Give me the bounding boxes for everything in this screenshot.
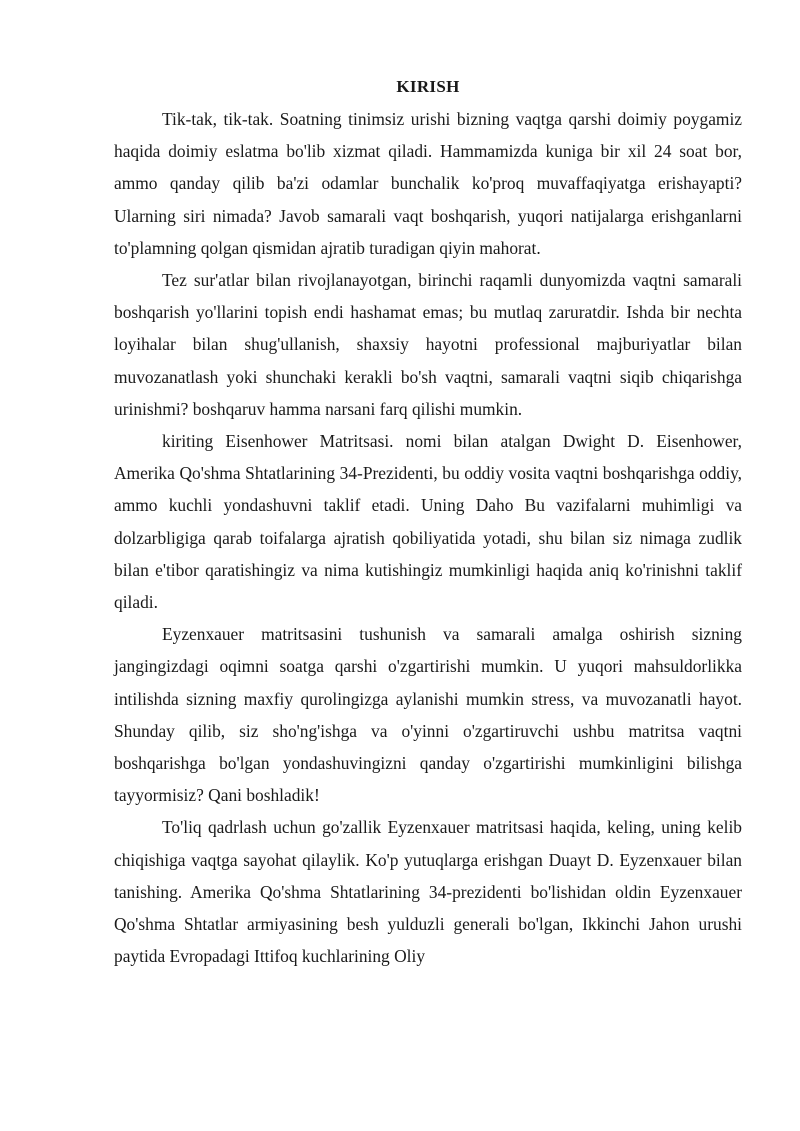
paragraph-understanding-matrix: Eyzenxauer matritsasini tushunish va samarali amalga oshirish sizning jangingizdagi oqimni soatga qarshi o'zgartirishi mumkin. U yuqori mahsuldorlikka intilishda sizning maxfiy qurolingizga aylanishi mumkin stress, va muvozanatli hayot. Shunday qilib, siz sho'ng'ishga va o'yinni o'zgartiruvchi ushbu matritsa vaqtni boshqarishga bo'lgan yondashuvingizni qanday o'zgartirishi mumkinligini bilishga tayyormisiz? Qani boshladik!	[114, 624, 742, 806]
paragraph-intro: Tik-tak, tik-tak. Soatning tinimsiz urishi bizning vaqtga qarshi doimiy poygamiz haqida doimiy eslatma bo'lib xizmat qiladi. Hammamizda kuniga bir xil 24 soat bor, ammo qanday qilib ba'zi odamlar bunchalik ko'proq muvaffaqiyatga erishayapti? Ularning siri nimada? Javob samarali vaqt boshqarish, yuqori natijalarga erishganlarni to'plamning qolgan qismidan ajratib turadigan qiyin mahorat.	[114, 109, 742, 258]
paragraph-digital-world: Tez sur'atlar bilan rivojlanayotgan, birinchi raqamli dunyomizda vaqtni samarali boshqarish yo'llarini topish endi hashamat emas; bu mutlaq zaruratdir. Ishda bir nechta loyihalar bilan shug'ullanish, shaxsiy hayotni professional majburiyatlar bilan muvozanatlash yoki shunchaki kerakli bo'sh vaqtni, samarali vaqtni siqib chiqarishga urinishmi? boshqaruv hamma narsani farq qilishi mumkin.	[114, 270, 742, 419]
paragraph-eisenhower-matrix: kiriting Eisenhower Matritsasi. nomi bilan atalgan Dwight D. Eisenhower, Amerika Qo'shma Shtatlarining 34-Prezidenti, bu oddiy vosita vaqtni boshqarishga oddiy, ammo kuchli yondashuvni taklif etadi. Uning Daho Bu vazifalarni muhimligi va dolzarbligiga qarab toifalarga ajratish qobiliyatida yotadi, shu bilan siz nimaga zudlik bilan e'tibor qaratishingiz va nima kutishingiz mumkinligi haqida aniq ko'rinishni taklif qiladi.	[114, 431, 742, 613]
page-title: KIRISH	[396, 77, 460, 96]
paragraph-origin-history: To'liq qadrlash uchun go'zallik Eyzenxauer matritsasi haqida, keling, uning kelib chiqishiga vaqtga sayohat qilaylik. Ko'p yutuqlarga erishgan Duayt D. Eyzenxauer bilan tanishing. Amerika Qo'shma Shtatlarining 34-prezidenti bo'lishidan oldin Eyzenxauer Qo'shma Shtatlar armiyasining besh yulduzli generali bo'lgan, Ikkinchi Jahon urushi paytida Evropadagi Ittifoq kuchlarining Oliy	[114, 817, 742, 967]
